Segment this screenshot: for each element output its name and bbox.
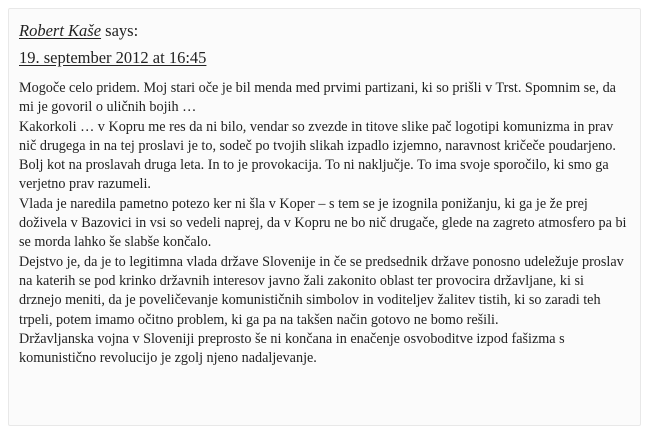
comment-paragraph: Kakorkoli … v Kopru me res da ni bilo, vendar so zvezde in titove slike pač logotipi komunizma in prav nič drugega in na tej proslavi je to, sodeč po tvojih slikah izpadlo izjemno, naravnost kričeče poudarjeno. Bolj kot na proslavah druga leta. In to je provokacija. To ni naključje. To ima svoje sporočilo, ki smo ga verjetno prav razumeli.: [19, 118, 616, 193]
comment-paragraph: Mogoče celo pridem. Moj stari oče je bil menda med prvimi partizani, ki so prišli v Trst. Spomnim se, da mi je govoril o uličnih bojih …: [19, 80, 616, 116]
says-label: says:: [101, 21, 139, 40]
comment-author-link[interactable]: Robert Kaše: [19, 21, 102, 40]
comment-paragraph: Dejstvo je, da je to legitimna vlada države Slovenije in če se predsednik države ponosno udeležuje proslav na katerih se pod krinko državnih interesov javno žali zakonito oblast ter provocira državljane, ki si drznejo meniti, da je poveličevanje komunističnih simbolov in voditeljev žalitev tistih, ki so zaradi teh trpeli, potem imamo očitno problem, ki ga pa na takšen način gotovo ne bomo rešili.: [19, 253, 624, 328]
comment-card: [8, 8, 641, 426]
comment-body: [19, 79, 630, 368]
comment-author-line: [19, 20, 630, 42]
comment-date-link[interactable]: 19. september 2012 at 16:45: [19, 48, 207, 67]
comment-paragraph: Vlada je naredila pametno potezo ker ni šla v Koper – s tem se je izognila ponižanju, ki ga je že prej doživela v Bazovici in vsi so vedeli naprej, da v Kopru ne bo nič drugače, glede na zagreto atmosfero pa bi se morda lahko še slabše končalo.: [19, 195, 627, 251]
comment-paragraph: Državljanska vojna v Sloveniji preprosto še ni končana in enačenje osvoboditve izpod fašizma s komunistično revolucijo je zgolj njeno nadaljevanje.: [19, 330, 565, 367]
